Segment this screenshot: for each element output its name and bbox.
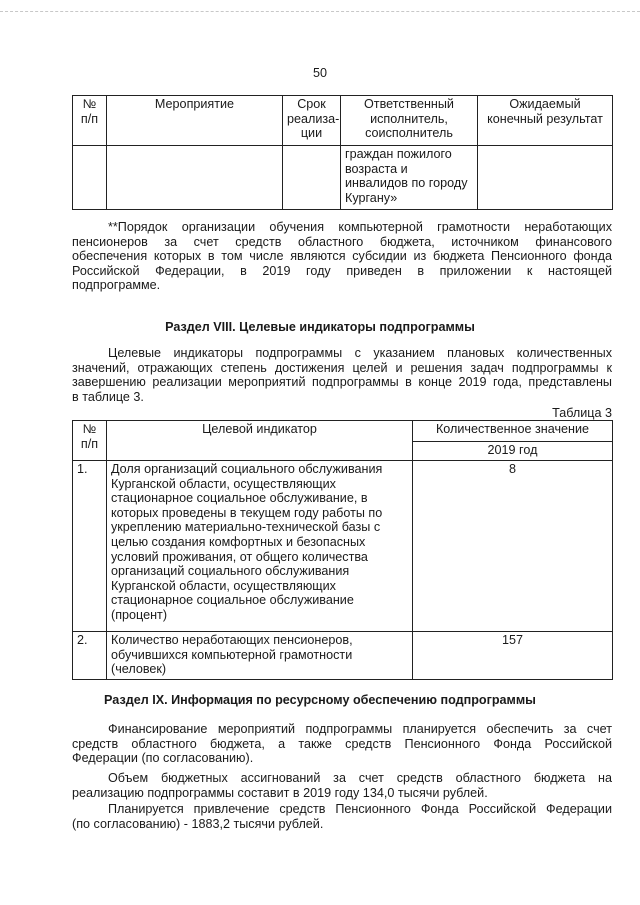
section-9-paragraph-2: Объем бюджетных ассигнований за счет средств областного бюджета на реализацию подпрограммы составит в 2019 году 134,0 тысячи рублей. xyxy=(72,771,612,800)
section-8-title: Раздел VIII. Целевые индикаторы подпрограммы xyxy=(165,320,475,334)
cell-value: 8 xyxy=(413,461,613,632)
cell-indicator: Количество неработающих пенсионеров, обучившихся компьютерной грамотности (человек) xyxy=(107,632,413,680)
page-number: 50 xyxy=(312,66,327,80)
col-header-result: Ожидаемый конечный результат xyxy=(478,96,613,146)
col-header-event: Мероприятие xyxy=(107,96,283,146)
cell-result xyxy=(478,146,613,210)
page-top-rule xyxy=(0,11,640,12)
table-row xyxy=(73,632,613,680)
table-row xyxy=(73,461,613,632)
cell-term xyxy=(283,146,341,210)
section-9-paragraph-3: Планируется привлечение средств Пенсионного Фонда Российской Федерации (по согласованию) - 1883,2 тысячи рублей. xyxy=(72,802,612,831)
cell-number xyxy=(73,146,107,210)
events-table xyxy=(72,95,613,210)
cell-indicator: Доля организаций социального обслуживания Курганской области, осуществляющих стационарное социальное обслуживание, в которых проведены в текущем году работы по укреплению материально-технической базы с целью создания комфортных и безопасных условий проживания, от общего количества организаций социального обслуживания Курганской области, осуществляющих стационарное социальное обслуживание (процент) xyxy=(107,461,413,632)
cell-value: 157 xyxy=(413,632,613,680)
col-header-responsible: Ответственный исполнитель, соисполнитель xyxy=(341,96,478,146)
table-row xyxy=(73,146,613,210)
section-8-paragraph: Целевые индикаторы подпрограммы с указанием плановых количественных значений, отражающих степень достижения целей и решения задач подпрограммы к завершению реализации мероприятий подпрограммы в конце 2019 года, представлены в таблице 3. xyxy=(72,346,612,404)
col-header-year: 2019 год xyxy=(413,442,613,461)
col-header-number: № п/п xyxy=(73,96,107,146)
cell-number: 1. xyxy=(73,461,107,632)
footnote-paragraph: **Порядок организации обучения компьютерной грамотности неработающих пенсионеров за счет средств областного бюджета, источником финансового обеспечения которых в том числе являются субсидии из бюджета Пенсионного фонда Российской Федерации, в 2019 году приведен в приложении к настоящей подпрограмме. xyxy=(72,220,612,293)
indicators-table xyxy=(72,420,613,680)
cell-responsible: граждан пожилого возраста и инвалидов по городу Кургану» xyxy=(341,146,478,210)
col-header-term: Срок реализа- ции xyxy=(283,96,341,146)
table-header-row xyxy=(73,96,613,146)
table-header-row xyxy=(73,421,613,442)
col-header-indicator: Целевой индикатор xyxy=(107,421,413,461)
col-header-value: Количественное значение xyxy=(413,421,613,442)
section-9-paragraph-1: Финансирование мероприятий подпрограммы планируется обеспечить за счет средств областного бюджета, а также средств Пенсионного Фонда Российской Федерации (по согласованию). xyxy=(72,722,612,766)
cell-number: 2. xyxy=(73,632,107,680)
col-header-number: № п/п xyxy=(73,421,107,461)
section-9-title: Раздел IX. Информация по ресурсному обеспечению подпрограммы xyxy=(104,693,536,707)
table-3-caption: Таблица 3 xyxy=(552,406,612,420)
cell-event xyxy=(107,146,283,210)
